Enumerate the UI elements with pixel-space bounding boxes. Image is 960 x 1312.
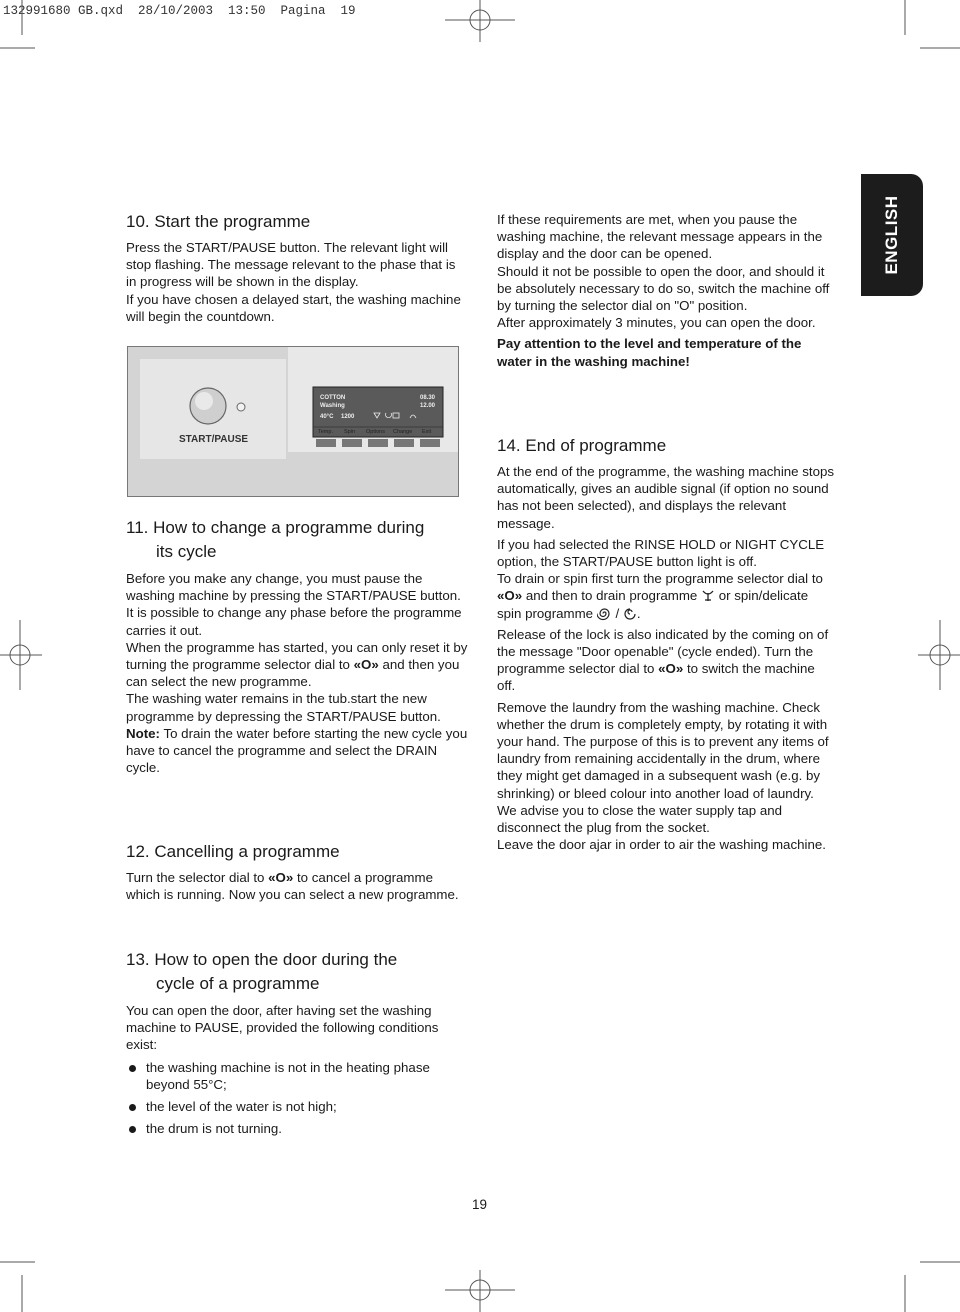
section-14-title: 14. End of programme: [497, 436, 667, 455]
dial-off-symbol: «O»: [353, 657, 379, 673]
section-13-cont-text-1: If these requirements are met, when you pause the washing machine, the relevant message appears in the display and the door can be opened.: [497, 212, 823, 262]
section-14-text-6: We advise you to close the water supply tap and disconnect the plug from the socket.: [497, 802, 783, 836]
soft-key-options: Options: [366, 429, 385, 435]
section-13-cont-text-2: Should it not be possible to open the door, and should it be absolutely necessary to do so, switch the machine off by turning the selector dial on "O" position.: [497, 263, 830, 314]
section-11-text-1: Before you make any change, you must pause the washing machine by pressing the START/PAUSE button.: [126, 571, 461, 604]
spin-programme-icon: [597, 606, 612, 621]
print-header: 132991680 GB.qxd 28/10/2003 13:50 Pagina 19: [3, 4, 356, 18]
section-13-title-line-1: 13. How to open the door during the: [126, 950, 398, 969]
section-13-cont-text-3: After approximately 3 minutes, you can open the door.: [497, 315, 816, 331]
section-11-title: [126, 516, 468, 564]
section-14-text-3: To drain or spin first turn the programme selector dial to «O» and then to drain programme or spin/delicate spin programme / .: [497, 571, 823, 621]
soft-key-change: Change: [393, 429, 413, 435]
start-pause-label: START/PAUSE: [179, 434, 249, 445]
section-14-text-2: If you had selected the RINSE HOLD or NIGHT CYCLE option, the START/PAUSE button light is off.: [497, 536, 825, 570]
section-12: [126, 840, 468, 903]
section-13-title-line-2: cycle of a programme: [156, 974, 320, 993]
section-11-note: Note: To drain the water before starting the new cycle you have to cancel the programme and select the DRAIN cycle.: [126, 725, 468, 776]
delicate-spin-icon: [623, 607, 637, 621]
dial-off-symbol: «O»: [658, 661, 684, 677]
warning-text: Pay attention to the level and temperature of the water in the washing machine!: [497, 336, 802, 369]
section-13-text-1: You can open the door, after having set the washing machine to PAUSE, provided the following conditions exist:: [126, 1003, 439, 1053]
list-item: the drum is not turning.: [126, 1120, 468, 1137]
section-11-title-line-2: its cycle: [156, 542, 217, 561]
section-13-title: [126, 948, 468, 996]
section-11: [126, 516, 468, 776]
section-12-text: Turn the selector dial to «O» to cancel a programme which is running. Now you can select a new programme.: [126, 870, 459, 903]
soft-keys: [316, 439, 440, 447]
soft-key-spin: Spin: [344, 429, 356, 435]
language-tab: [861, 174, 923, 296]
note-label: Note:: [126, 725, 160, 741]
control-panel-drawing: [128, 347, 458, 496]
list-item: the level of the water is not high;: [126, 1098, 468, 1115]
page-number: 19: [472, 1197, 488, 1212]
section-14: [497, 434, 835, 853]
section-10-text-2: If you have chosen a delayed start, the washing machine will begin the countdown.: [126, 291, 461, 324]
control-panel-illustration: [127, 346, 459, 497]
section-11-title-line-1: 11. How to change a programme during: [126, 518, 425, 537]
indicator-light: [237, 403, 245, 411]
dial-off-symbol: «O»: [268, 870, 294, 885]
drain-programme-icon: [701, 588, 715, 602]
display-spin: 1200: [341, 414, 355, 420]
list-item: the washing machine is not in the heating phase beyond 55°C;: [126, 1059, 468, 1093]
section-10: [126, 210, 466, 325]
section-14-text-1: At the end of the programme, the washing machine stops automatically, gives an audible signal (if option no sound has not been selected), and displays the relevant message.: [497, 464, 835, 531]
conditions-list: [126, 1059, 468, 1138]
display-time-1: 08.30: [420, 395, 436, 401]
section-11-text-3: When the programme has started, you can only reset it by turning the programme selector dial to «O» and then you can select the new programme.: [126, 639, 468, 690]
display-line-1: COTTON: [320, 395, 346, 401]
dial-off-symbol: «O»: [497, 588, 523, 604]
language-tab-label: ENGLISH: [882, 195, 901, 275]
section-11-text-2: It is possible to change any phase before the programme carries it out.: [126, 605, 462, 638]
soft-key-temp: Temp.: [318, 429, 333, 435]
section-14-text-4: Release of the lock is also indicated by the coming on of the message "Door openable" (cycle ended). Turn the programme selector dial to «O» to switch the machine off.: [497, 626, 829, 694]
display-time-2: 12.00: [420, 403, 436, 409]
display-line-2: Washing: [320, 403, 345, 409]
section-13: [126, 948, 468, 1137]
section-10-text-1: Press the START/PAUSE button. The relevant light will stop flashing. The message relevant to the phase that is in progress will be shown in the display.: [126, 240, 456, 290]
section-12-title: 12. Cancelling a programme: [126, 842, 340, 861]
display-temp: 40°C: [320, 414, 334, 420]
section-11-text-4: The washing water remains in the tub.start the new programme by depressing the START/PAUSE button.: [126, 691, 441, 724]
section-14-text-5: Remove the laundry from the washing machine. Check whether the drum is completely empty, by rotating it with your hand. The purpose of this is to prevent any items of laundry from remaining accidentally in the drum, where they might get damaged in a subsequent wash (e.g. by shrinking) or bleed colour into another load of laundry.: [497, 699, 829, 801]
button-highlight: [195, 392, 213, 410]
section-10-title: 10. Start the programme: [126, 212, 311, 231]
section-14-text-7: Leave the door ajar in order to air the washing machine.: [497, 837, 826, 853]
section-13-continued: [497, 211, 835, 370]
soft-key-exit: Exit: [422, 429, 432, 435]
